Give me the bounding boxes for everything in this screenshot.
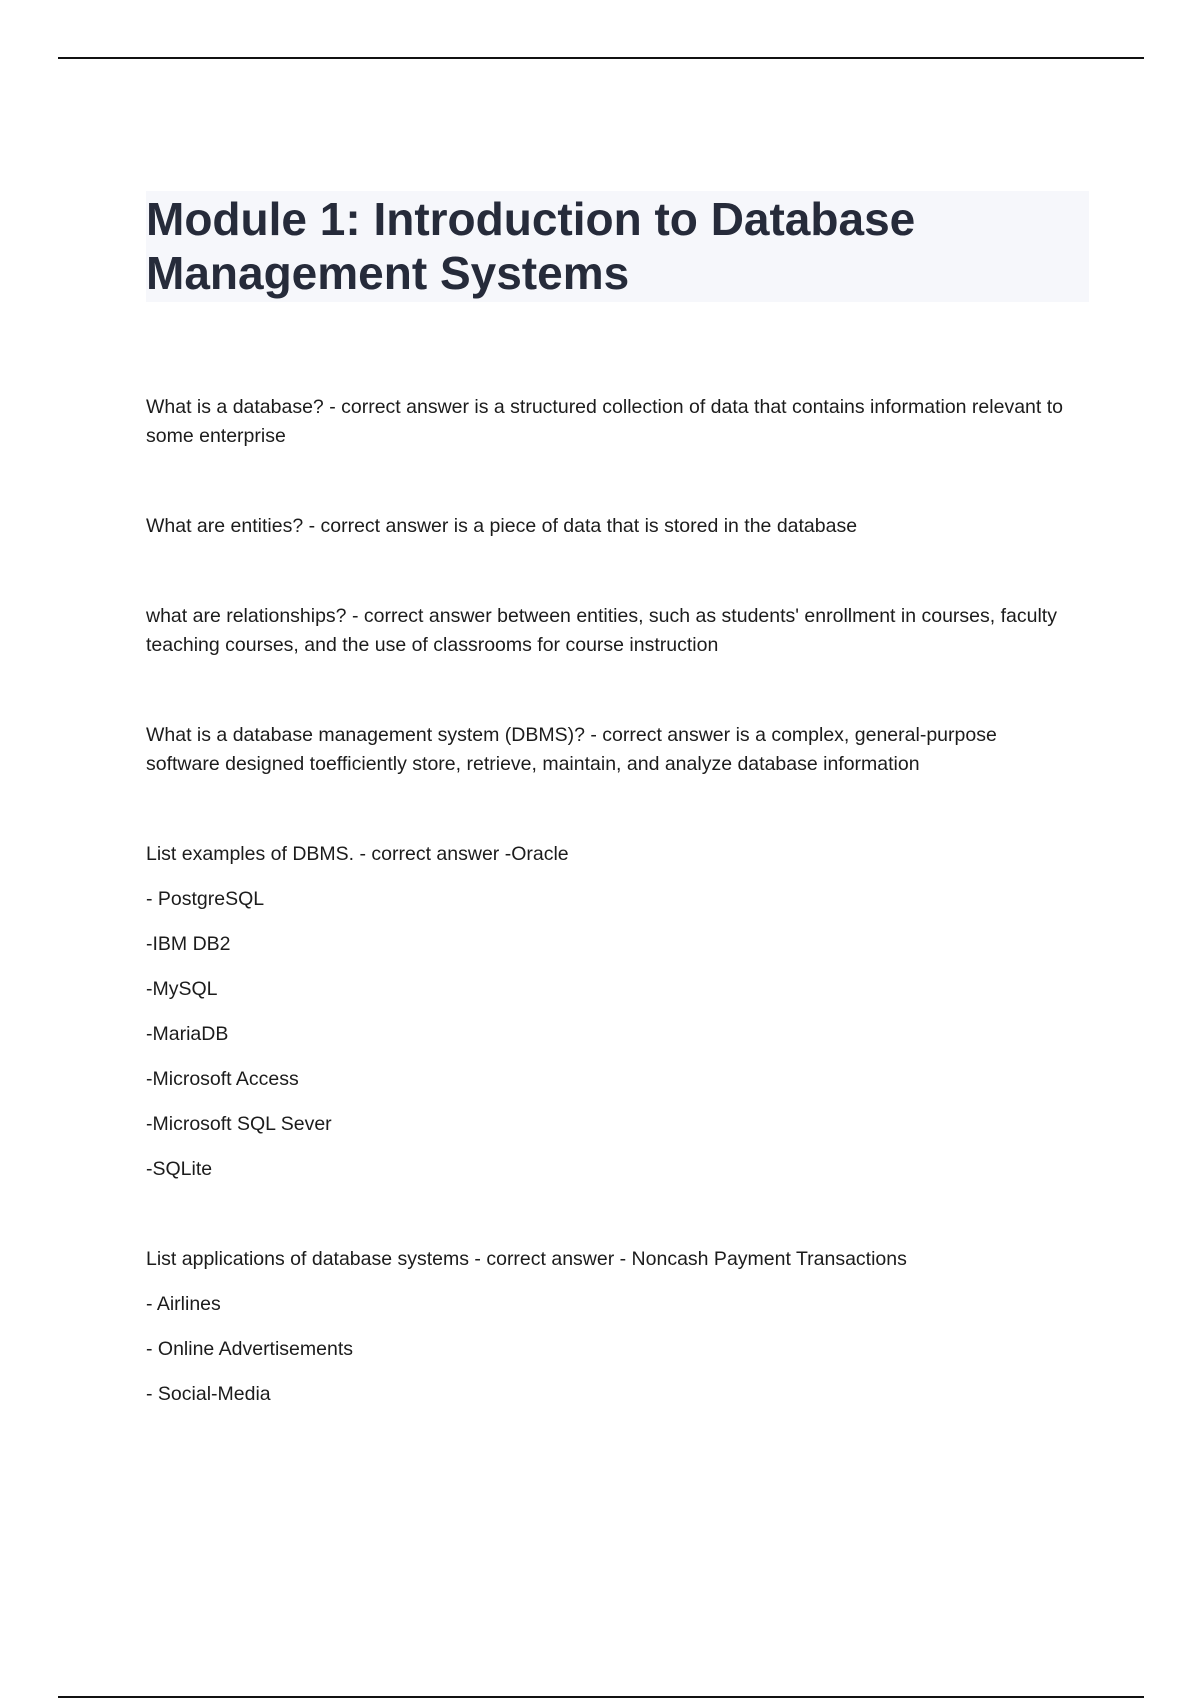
answer: is a structured collection of data that contains information relevant to some enterprise	[146, 396, 1069, 447]
qa-content	[146, 393, 1069, 1409]
qa-item-relationships	[146, 602, 1066, 660]
qa-item-database	[146, 393, 1069, 451]
dbms-example-list	[146, 885, 1066, 1184]
list-item: - Online Advertisements	[146, 1338, 354, 1360]
answer: between entities, such as students' enrollment in courses, faculty teaching courses, and the use of classrooms for course instruction	[146, 605, 1063, 656]
question: What are entities?	[146, 515, 304, 537]
list-item: - PostgreSQL	[146, 888, 265, 910]
question: what are relationships?	[146, 605, 347, 627]
answer: -Oracle	[504, 843, 569, 865]
list-item: -Microsoft SQL Sever	[146, 1113, 332, 1135]
answer: - Noncash Payment Transactions	[619, 1248, 907, 1270]
question: What is a database management system (DBMS)?	[146, 724, 585, 746]
question: What is a database?	[146, 396, 324, 418]
answer-separator: - correct answer	[354, 843, 505, 865]
qa-item-entities	[146, 512, 1066, 541]
list-item: -IBM DB2	[146, 933, 231, 955]
answer-separator: - correct answer	[346, 605, 498, 627]
answer-separator: - correct answer	[584, 724, 736, 746]
list-item: - Social-Media	[146, 1383, 271, 1405]
answer: is a piece of data that is stored in the database	[453, 515, 858, 537]
top-rule	[58, 57, 1144, 59]
page-title: Module 1: Introduction to Database Management Systems	[146, 193, 916, 299]
list-item: -SQLite	[146, 1158, 213, 1180]
qa-item-applications	[146, 1245, 1066, 1409]
list-item: -MySQL	[146, 978, 218, 1000]
answer-separator: - correct answer	[469, 1248, 620, 1270]
list-item: -MariaDB	[146, 1023, 229, 1045]
qa-item-dbms-examples	[146, 840, 1066, 1184]
application-list	[146, 1290, 1066, 1409]
answer-separator: - correct answer	[323, 396, 475, 418]
question: List examples of DBMS.	[146, 843, 355, 865]
question: List applications of database systems	[146, 1248, 470, 1270]
list-item: -Microsoft Access	[146, 1068, 299, 1090]
list-item: - Airlines	[146, 1293, 221, 1315]
qa-item-dbms	[146, 721, 1066, 779]
answer: is a complex, general-purpose software designed toefficiently store, retrieve, maintain, and analyze database information	[146, 724, 1003, 775]
answer-separator: - correct answer	[303, 515, 454, 537]
bottom-rule	[58, 1696, 1144, 1698]
